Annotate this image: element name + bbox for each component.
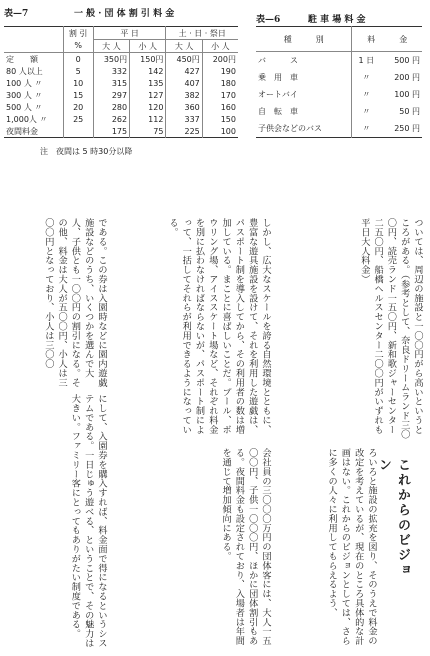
col-fee: 料 金 xyxy=(352,27,422,52)
table-row: 子供会などのバス 〃 250 円 xyxy=(256,120,422,138)
row-label: 300 人 〃 xyxy=(6,90,43,100)
body-text-column: しかし、広大なスケールを誇る自然環境とともに、豊富な遊具施設を設けて、それを利用した遊戯は、パスポート制を導入してから、その利用者の数は増加している。まことに喜ばしいことだ。プール、ボウリング場、アイススケート場など、それぞれ料金を別に払わなければならないが、パスポート制によって、一括してそれらが利用できるようになっている。 xyxy=(166,218,271,435)
table6-title: 駐 車 場 料 金 xyxy=(308,15,366,25)
row-label: 500 人 〃 xyxy=(6,102,43,112)
col-adult: 大 人 xyxy=(166,40,202,53)
body-text-column: である。この券は入園時などに園内遊戯施設などのうち、いくつかを選んで大人、子供とも一〇〇円の割引になる。その他、料金は大人が五〇〇円、小人は三〇〇円となっており、小人は三〇〇 xyxy=(42,218,107,388)
table7-title: 一 般 · 団 体 割 引 料 金 xyxy=(74,9,175,19)
table-row: バ ス 1 日 500 円 xyxy=(256,52,422,70)
col-discount: 割 引 xyxy=(63,27,93,40)
row-label: 100 人 〃 xyxy=(6,78,43,88)
col-percent: % xyxy=(63,40,93,53)
row-label: 定 額 xyxy=(6,54,38,64)
col-type: 種 別 xyxy=(256,27,352,52)
table-row: 1,000人 〃 25 262 112 337 150 xyxy=(6,114,236,124)
body-text-column: にして、入園券を購入すれば、料金面で得になるというシステムである。一日じゅう遊べる、ということで、その魅力は大きい。ファミリー客にとってもありがたい制度である。 xyxy=(69,394,107,648)
section-heading: これからのビジョン xyxy=(376,458,410,578)
body-text-column: 会社員の三〇〇〇万円の団体客には、大人一五〇〇円、子供一〇〇〇円、ほかに団体割引もある。夜間料金も設定されており、入場者は年間を通じて増加傾向にある。 xyxy=(220,448,271,646)
group-weekday: 平 日 xyxy=(93,27,166,40)
body-text-column: ついては、周辺の施設と一〇〇円がら高いというところがある。（参考として、奈良ドリームランド三〇〇円、読売ランド一五〇円、新和歌ジャーセンター二五〇円、船橋ヘルスセンター二〇〇円がいずれも平日大人料金） xyxy=(358,218,423,439)
parking-fee-table xyxy=(256,26,422,138)
table-row: 夜間料金 175 75 225 100 xyxy=(6,126,236,136)
col-adult: 大 人 xyxy=(93,40,129,53)
col-child: 小 人 xyxy=(130,40,166,53)
table-row: 自 転 車 〃 50 円 xyxy=(256,103,422,120)
table7-note: 注 夜間は 5 時30分以降 xyxy=(40,147,133,156)
table-row: 100 人 〃 10 315 135 407 180 xyxy=(6,78,236,88)
row-label: 1,000人 〃 xyxy=(6,114,48,124)
row-label: 80 人以上 xyxy=(6,66,43,76)
table6-label: 表—6 xyxy=(256,15,281,25)
row-label: 夜間料金 xyxy=(6,126,38,136)
table-row: 定 額 0 350円 150円 450円 200円 xyxy=(6,54,236,64)
table-row: オートバイ 〃 100 円 xyxy=(256,86,422,103)
discount-table xyxy=(4,26,238,138)
table-row: 300 人 〃 15 297 127 382 170 xyxy=(6,90,236,100)
group-holiday: 土 · 日 · 祭日 xyxy=(166,27,238,40)
body-text-column: ろいろと施設の拡充を図り、そのうえで料金の改定を考えているが、現在のところ具体的な計画はない。これからのビジョンとしては、さらに多くの人々に利用してもらえるよう、 xyxy=(326,448,377,646)
col-child: 小 人 xyxy=(202,40,238,53)
table-row: 80 人以上 5 332 142 427 190 xyxy=(6,66,236,76)
table-row: 乗 用 車 〃 200 円 xyxy=(256,69,422,86)
table-row: 500 人 〃 20 280 120 360 160 xyxy=(6,102,236,112)
table7-label: 表—7 xyxy=(4,9,29,19)
